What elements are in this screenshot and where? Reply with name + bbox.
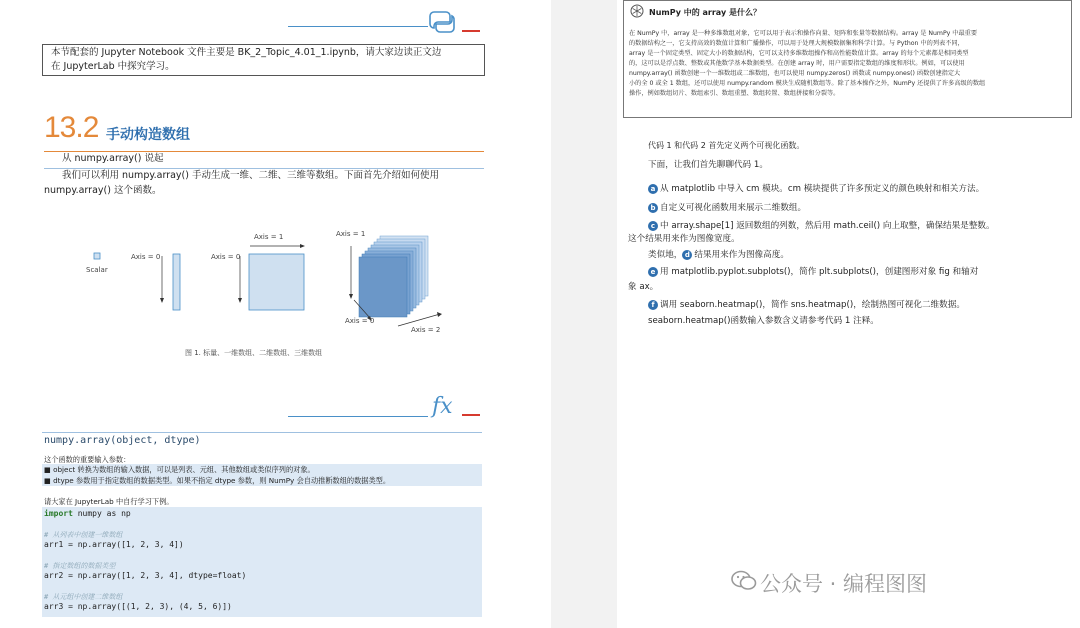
para-intro: 代码 1 和代码 2 首先定义两个可视化函数。 (648, 141, 805, 150)
answer-line: array 是一个固定类型、固定大小的数据结构，它可以支持多维数组操作和高性能数值计算。array 的每个元素都是相同类型 (629, 50, 969, 57)
code-top-rule (42, 432, 482, 433)
item-a-text: 从 matplotlib 中导入 cm 模块。cm 模块提供了许多预定义的颜色映射和相关方法。 (660, 184, 985, 194)
scalar-label: Scalar (86, 266, 108, 274)
item-f-text: 调用 seaborn.heatmap()，简作 sns.heatmap()，绘制热图可视化二维数据。 (660, 300, 965, 310)
item-d-prefix: 类似地， (648, 250, 683, 260)
axis0-label-1d: Axis = 0 (131, 253, 161, 261)
code-comment-1: # 从列表中创建一维数组 (44, 531, 123, 539)
3d-array-stack (359, 236, 428, 317)
intro-paragraph (44, 168, 484, 198)
answer-line: 的，这可以是浮点数、整数或其他数学基本数据类型。在创建 array 时，用户需要指定数组的维度和形状。例如，可以使用 (629, 60, 965, 67)
chatgpt-answer-box (623, 0, 1072, 118)
badge-f: f (648, 300, 658, 310)
wechat-icon (731, 570, 757, 592)
para-code1: 下面，让我们首先聊聊代码 1。 (648, 160, 768, 170)
item-f-continued: seaborn.heatmap()函数输入参数含义请参考代码 1 注释。 (648, 316, 879, 326)
item-a (648, 183, 984, 196)
fx-red-mark (462, 414, 480, 416)
code-comment-3: # 从元组中创建二维数组 (44, 593, 123, 601)
chatgpt-logo-icon (630, 4, 644, 18)
item-c-continued: 这个结果用来作为图像宽度。 (628, 234, 740, 244)
badge-a: a (648, 184, 658, 194)
array-dimensions-figure (80, 228, 460, 338)
answer-line: 操作，例如数组切片、数组索引、数组重塑、数组转置、数组拼接和分裂等。 (629, 90, 840, 97)
notebook-note-box (42, 44, 485, 76)
item-f (648, 299, 965, 312)
badge-b: b (648, 203, 658, 213)
code-comment-2: # 指定数组的数据类型 (44, 562, 116, 570)
header-rule (288, 26, 428, 27)
1d-array-bar (173, 254, 180, 310)
import-rest: numpy as np (72, 509, 131, 518)
fx-icon: fx (432, 394, 453, 419)
badge-e: e (648, 267, 658, 277)
item-c-text: 中 array.shape[1] 返回数组的列数，然后用 math.ceil() 向上取整，确保结果是整数。 (660, 221, 995, 231)
figure-caption: 图 1. 标量、一维数组、二维数组、三维数组 (185, 349, 323, 357)
item-e (648, 266, 978, 279)
code-line-2: arr2 = np.array([1, 2, 3, 4], dtype=float) (44, 571, 247, 580)
axis1-label-3d: Axis = 1 (336, 230, 366, 238)
intro-line-2: numpy.array() 这个函数。 (44, 185, 162, 196)
answer-line: 的数据结构之一，它支持高效的数值计算和广播操作，可以用于处理大规模数据集和科学计算。与 Python 中的列表不同， (629, 40, 964, 47)
watermark: 公众号 · 编程图图 (760, 572, 928, 596)
axis1-label-2d: Axis = 1 (254, 233, 284, 241)
item-c (648, 220, 995, 233)
code-line-1: arr1 = np.array([1, 2, 3, 4]) (44, 540, 184, 549)
bullet-object: ■ object 转换为数组的输入数据，可以是列表、元组、其他数组或类似序列的对象。 (44, 465, 315, 474)
section-title: 手动构造数组 (106, 127, 190, 143)
scalar-square (94, 253, 100, 259)
python-logo-icon (428, 8, 484, 36)
note-line-1: 本节配套的 Jupyter Notebook 文件主要是 BK_2_Topic_4.01_1.ipynb，请大家边读正文边 (51, 47, 442, 58)
intro-line-1: 我们可以利用 numpy.array() 手动生成一维、二维、三维等数组。下面首先介绍如何使用 (62, 170, 439, 181)
import-keyword: import (44, 509, 73, 518)
try-text: 请大家在 JupyterLab 中自行学习下例。 (44, 497, 174, 506)
section-number: 13.2 (44, 111, 99, 144)
note-line-2: 在 JupyterLab 中探究学习。 (51, 61, 175, 72)
answer-line: numpy.array() 函数创建一个一维数组或二维数组，也可以使用 numpy.zeros() 函数或 numpy.ones() 函数创建指定大 (629, 70, 961, 77)
inputs-title: 这个函数的重要输入参数： (44, 455, 131, 464)
item-b-text: 自定义可视化函数用来展示二维数组。 (660, 203, 807, 213)
answer-line: 在 NumPy 中，array 是一种多维数组对象，它可以用于表示和操作向量、矩阵和张量等数据结构。array 是 NumPy 中最重要 (629, 30, 978, 37)
subhead: 从 numpy.array() 说起 (62, 153, 164, 164)
item-b (648, 202, 806, 215)
item-d (648, 249, 789, 262)
2d-array-square (249, 254, 304, 310)
axis0-label-3d: Axis = 0 (345, 317, 375, 325)
item-d-text: 结果用来作为图像高度。 (694, 250, 789, 260)
chatgpt-question: NumPy 中的 array 是什么？ (649, 8, 761, 17)
item-e-text: 用 matplotlib.pyplot.subplots()，简作 plt.subplots()，创建图形对象 fig 和轴对 (660, 267, 979, 277)
item-e-continued: 象 ax。 (628, 282, 659, 292)
badge-c: c (648, 221, 658, 231)
code-line-3: arr3 = np.array([(1, 2, 3), (4, 5, 6)]) (44, 602, 232, 611)
chatgpt-answer (629, 29, 1069, 99)
code-import (44, 509, 131, 519)
bullet-dtype: ■ dtype 参数用于指定数组的数据类型。如果不指定 dtype 参数，则 NumPy 会自动推断数组的数据类型。 (44, 476, 391, 485)
fx-rule (288, 416, 428, 417)
axis2-label-3d: Axis = 2 (411, 326, 441, 334)
page-gutter (551, 0, 617, 628)
function-signature: numpy.array(object, dtype) (44, 435, 201, 446)
axis0-label-2d: Axis = 0 (211, 253, 241, 261)
answer-line: 小的全 0 或全 1 数组，还可以使用 numpy.random 模块生成随机数组等。除了基本操作之外，NumPy 还提供了许多高级的数组 (629, 80, 986, 87)
badge-d: d (682, 250, 692, 260)
